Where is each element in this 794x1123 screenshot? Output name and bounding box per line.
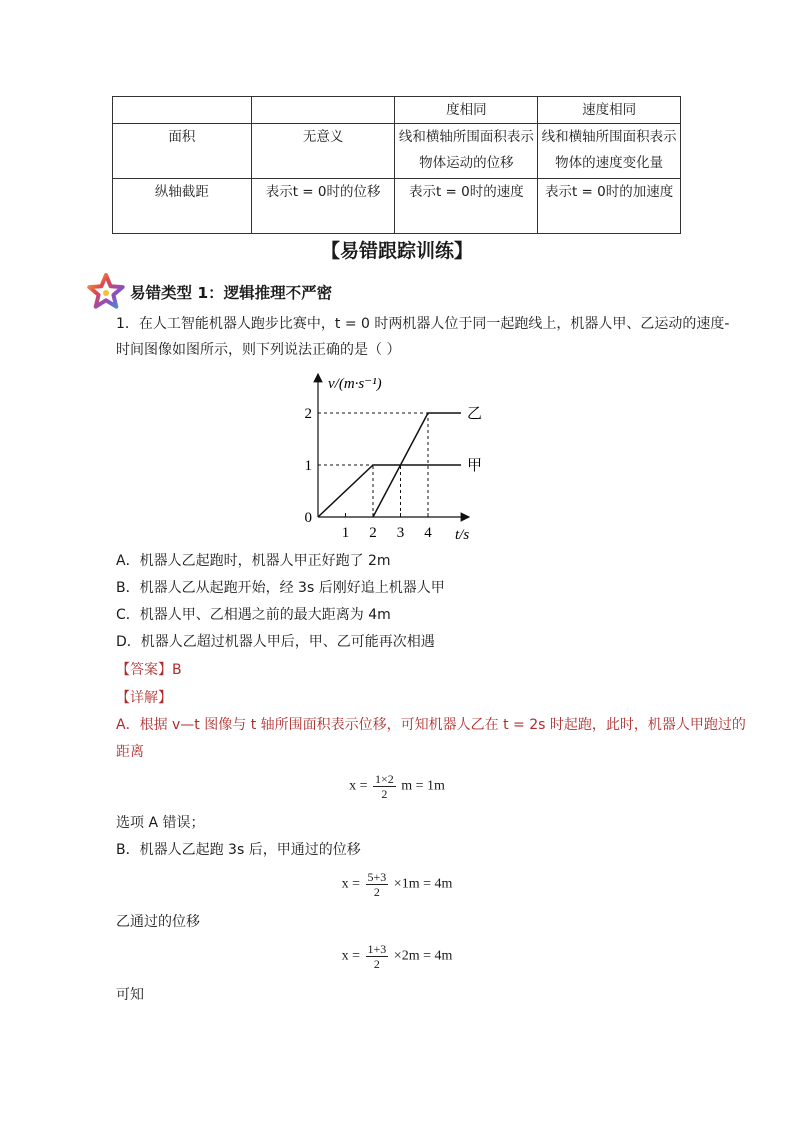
y-axis-label: v/(m·s⁻¹): [328, 376, 382, 392]
series-jia-label: 甲: [467, 458, 483, 474]
x-tick-label: 4: [424, 525, 432, 541]
x-tick-label: 2: [369, 525, 377, 541]
series-jia-line: [318, 465, 461, 517]
table-header-cell: 速度相同: [538, 97, 681, 124]
question-line: 1．在人工智能机器人跑步比赛中，t = 0 时两机器人位于同一起跑线上，机器人甲、乙运动的速度-: [116, 316, 730, 332]
type-heading: 易错类型 1：逻辑推理不严密: [130, 284, 333, 302]
fraction-numerator: 1×2: [374, 772, 394, 786]
fraction-denominator: 2: [373, 957, 380, 971]
fraction-denominator: 2: [381, 787, 388, 801]
table-row: [113, 124, 681, 179]
y-tick-label: 2: [304, 406, 312, 422]
table-cell: 线和横轴所围面积表示物体的速度变化量: [538, 124, 681, 179]
star-icon: [86, 272, 126, 312]
equation-lhs: x =: [341, 876, 361, 892]
equation-3: [0, 942, 794, 971]
equation-rhs: m = 1m: [401, 778, 445, 794]
fraction-denominator: 2: [373, 885, 380, 899]
equation-rhs: ×1m = 4m: [393, 876, 453, 892]
fraction-numerator: 1+3: [367, 942, 387, 956]
equation-lhs: x =: [341, 948, 361, 964]
y-tick-label: 1: [304, 458, 312, 474]
table-header-row: [113, 97, 681, 124]
section-title: 【易错跟踪训练】: [320, 240, 473, 262]
table-header-cell: 度相同: [395, 97, 538, 124]
comparison-table: [112, 96, 681, 234]
detail-yi-line: 乙通过的位移: [116, 914, 200, 930]
y-tick-label: 0: [304, 510, 312, 526]
fraction: [366, 942, 389, 971]
table-cell: 表示t = 0时的位移: [251, 179, 395, 234]
detail-last-line: 可知: [116, 987, 144, 1003]
option-b: B．机器人乙从起跑开始，经 3s 后刚好追上机器人甲: [116, 580, 445, 596]
type-heading-row: [86, 272, 332, 312]
table-cell: 表示t = 0时的速度: [395, 179, 538, 234]
fraction-numerator: 5+3: [367, 870, 387, 884]
option-a: A．机器人乙起跑时，机器人甲正好跑了 2m: [116, 553, 391, 569]
table-cell: 面积: [113, 124, 252, 179]
table-cell: 无意义: [251, 124, 395, 179]
detail-a-conclusion: 选项 A 错误；: [116, 815, 205, 831]
fraction: [366, 870, 389, 899]
table-row: [113, 179, 681, 234]
option-c: C．机器人甲、乙相遇之前的最大距离为 4m: [116, 607, 391, 623]
x-axis-label: t/s: [455, 527, 470, 543]
x-tick-label: 3: [396, 525, 405, 541]
equation-2: [0, 870, 794, 899]
table-header-cell: [113, 97, 252, 124]
detail-b-line: B．机器人乙起跑 3s 后，甲通过的位移: [116, 842, 361, 858]
series-yi-label: 乙: [467, 406, 483, 422]
question-line: 时间图像如图所示，则下列说法正确的是（ ）: [116, 342, 401, 358]
equation-1: [0, 772, 794, 801]
equation-lhs: x =: [349, 778, 368, 794]
detail-a-line: A．根据 v—t 图像与 t 轴所围面积表示位移，可知机器人乙在 t = 2s 时起跑，此时，机器人甲跑过的: [116, 717, 746, 733]
velocity-time-graph: [300, 368, 500, 548]
table-header-cell: [251, 97, 395, 124]
x-tick-label: 1: [341, 525, 350, 541]
table-cell: 纵轴截距: [113, 179, 252, 234]
table-cell: 表示t = 0时的加速度: [538, 179, 681, 234]
fraction: [373, 772, 396, 801]
detail-a-line: 距离: [116, 744, 144, 760]
table-cell: 线和横轴所围面积表示物体运动的位移: [395, 124, 538, 179]
equation-rhs: ×2m = 4m: [393, 948, 453, 964]
option-d: D．机器人乙超过机器人甲后，甲、乙可能再次相遇: [116, 634, 435, 650]
answer-label: 【答案】B: [116, 662, 182, 678]
detail-label: 【详解】: [116, 690, 172, 706]
